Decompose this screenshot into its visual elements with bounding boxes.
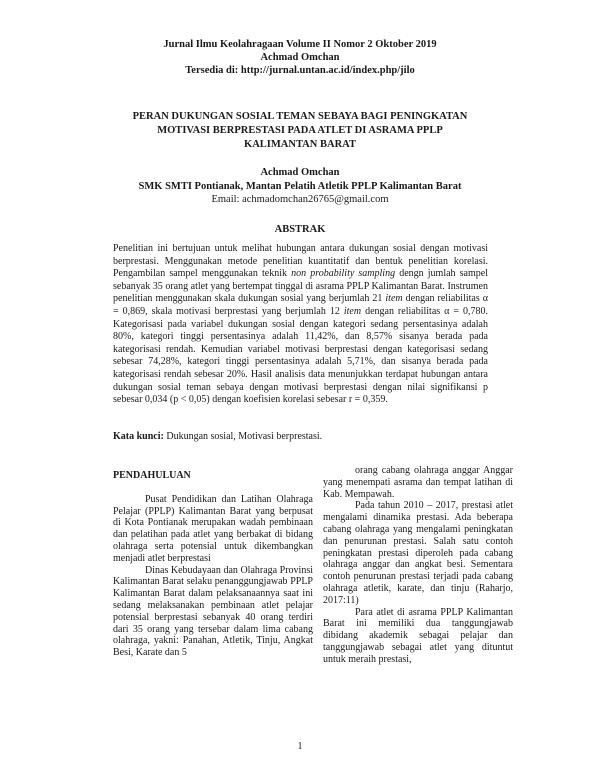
right-column — [323, 465, 513, 666]
author-name: Achmad Omchan — [260, 167, 340, 178]
author-affiliation: SMK SMTI Pontianak, Mantan Pelatih Atletik PPLP Kalimantan Barat — [138, 180, 462, 192]
journal-name: Jurnal Ilmu Keolahragaan Volume II Nomor 2 Oktober 2019 — [163, 39, 437, 50]
journal-header — [0, 38, 600, 77]
left-column — [113, 470, 313, 659]
left-paragraph-2: Dinas Kebudayaan dan Olahraga Provinsi Kalimantan Barat selaku penanggungjawab PPLP Kalimantan Barat dalam pelaksanaannya saat ini sedang melaksanakan pembinaan atlet pelajar potensial berprestasi sebanyak 40 orang terdiri dari 35 orang yang tersebar dalam lima cabang olahraga, yakni: Panahan, Atletik, Tinju, Angkat Besi, Karate dan 5 — [113, 564, 313, 659]
header-author: Achmad Omchan — [260, 52, 340, 63]
title-line-3: KALIMANTAN BARAT — [244, 139, 356, 150]
availability-link[interactable]: Tersedia di: http://jurnal.untan.ac.id/index.php/jilo — [185, 65, 415, 76]
abstract-paragraph: Penelitian ini bertujuan untuk melihat hubungan antara dukungan sosial dengan motivasi berprestasi. Menggunakan metode penelitian kuantitatif dan bentuk penelitian korelasi. Pengambilan sampel menggunakan teknik non probability sampling dengn jumlah sampel sebanyak 35 orang atlet yang bertempat tinggal di asrama PPLP Kalimantan Barat. Instrumen penelitian menggunakan skala dukungan sosial yang berjumlah 21 item dengan reliabilitas α = 0,869, skala motivasi berprestasi yang berjumlah 12 item dengan reliabilitas α = 0,780. Kategorisasi pada variabel dukungan sosial dengan kategori sedang persentasinya adalah 80%, kategori tinggi persentasinya adalah 11,42%, dan 8,57% sisanya berada pada kategorisasi rendah. Kemudian variabel motivasi berprestasi dengan kategorisasi sedang sebesar 74,28%, kategori tinggi persentasinya adalah 5,71%, dan sisanya berada pada kategorisasi rendah sebesar 20%. Hasil analisis data menunjukkan terdapat hubungan antara dukungan sosial teman sebaya dengan motivasi berprestasi dengan nilai signifikansi p sebesar 0,034 (p < 0,05) dengan koefisien korelasi sebesar r = 0,359. — [113, 243, 488, 406]
author-email[interactable]: Email: achmadomchan26765@gmail.com — [211, 194, 389, 205]
paper-title — [60, 110, 540, 152]
page-number: 1 — [297, 741, 303, 752]
keywords-text: Dukungan sosial, Motivasi berprestasi. — [163, 431, 323, 442]
keywords — [113, 431, 488, 444]
left-paragraph-1: Pusat Pendidikan dan Latihan Olahraga Pelajar (PPLP) Kalimantan Barat yang berpusat di Kota Pontianak merupakan wadah pembinaan dan pelatihan pada atlet yang berbakat di bidang olahraga serta potensial untuk dikembangkan menjadi atlet berprestasi — [113, 493, 313, 564]
right-paragraph-3: Para atlet di asrama PPLP Kalimantan Barat ini memiliki dua tanggungjawab dibidang akademik sebagai pelajar dan tanggungjawab sebagai atlet yang dituntut untuk meraih prestasi, — [323, 606, 513, 665]
abstract-heading: ABSTRAK — [274, 224, 326, 235]
keywords-label: Kata kunci: — [113, 431, 164, 442]
title-line-1: PERAN DUKUNGAN SOSIAL TEMAN SEBAYA BAGI PENINGKATAN — [132, 111, 468, 122]
abstract-body — [113, 243, 488, 407]
right-paragraph-2: Pada tahun 2010 – 2017, prestasi atlet mengalami dinamika prestasi. Ada beberapa cabang olahraga yang mengalami peningkatan dan penurunan prestasi. Salah satu contoh peningkatan prestasi diperoleh pada cabang olahraga anggar dan angkat besi. Sementara contoh penurunan prestasi terjadi pada cabang olahraga atletik, karate, dan tinju (Raharjo, 2017:11) — [323, 500, 513, 606]
title-line-2: MOTIVASI BERPRESTASI PADA ATLET DI ASRAMA PPLP — [157, 125, 443, 136]
section-heading: PENDAHULUAN — [113, 470, 191, 481]
author-block — [0, 166, 600, 207]
right-paragraph-1: orang cabang olahraga anggar Anggar yang menempati asrama dan tempat latihan di Kab. Mempawah. — [323, 465, 513, 500]
